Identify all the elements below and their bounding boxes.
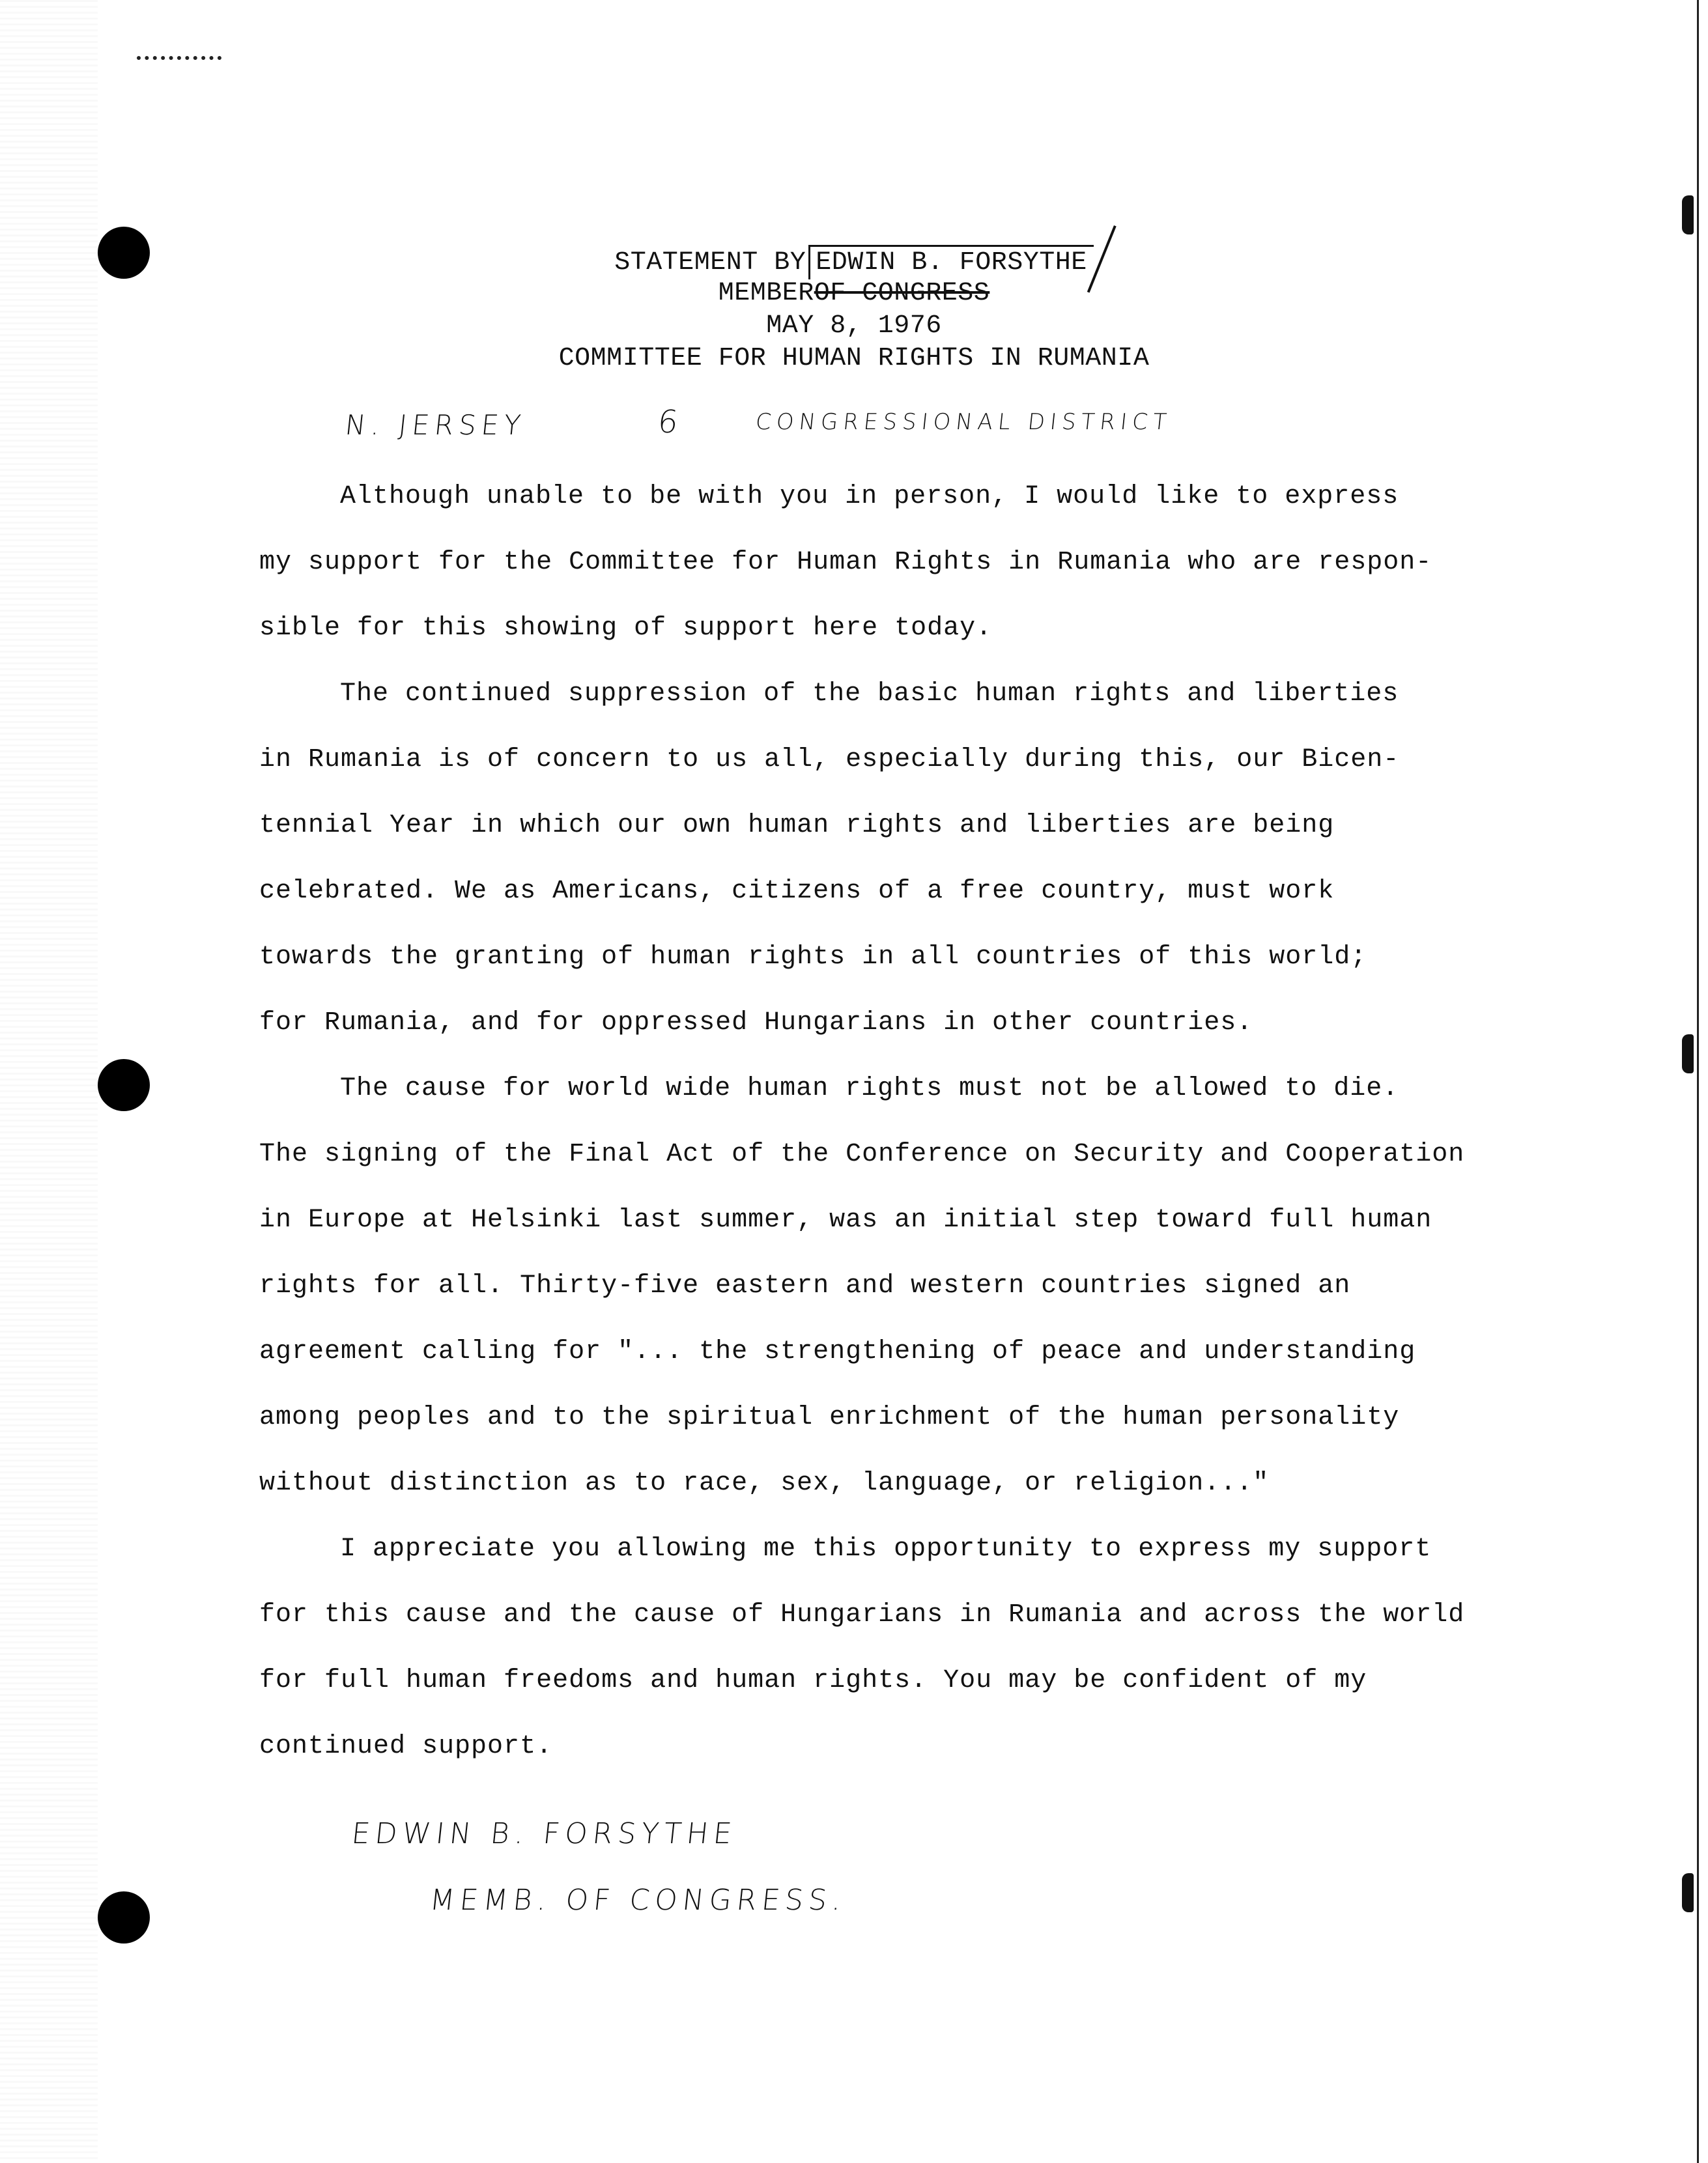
date-text: MAY 8, 1976 [766, 311, 942, 341]
paragraph-3-line: rights for all. Thirty-five eastern and western countries signed an [259, 1271, 1351, 1301]
paragraph-2-line: celebrated. We as Americans, citizens of a free country, must work [259, 877, 1335, 906]
handwritten-district-number: 6 [656, 404, 685, 440]
paragraph-4-line: continued support. [259, 1732, 553, 1761]
paragraph-3-line: The cause for world wide human rights must not be allowed to die. [340, 1074, 1399, 1103]
paragraph-3-line: among peoples and to the spiritual enrichment of the human personality [259, 1403, 1400, 1432]
statement-heading [0, 245, 1708, 279]
member-line [0, 277, 1708, 310]
committee-line [0, 343, 1708, 375]
statement-date [0, 310, 1708, 343]
paragraph-1 [259, 464, 1484, 661]
paragraph-3 [259, 1056, 1484, 1516]
paragraph-2-line: for Rumania, and for oppressed Hungarians in other countries. [259, 1008, 1253, 1038]
scan-speck [137, 56, 221, 64]
paragraph-4 [259, 1516, 1484, 1779]
paragraph-2-line: tennial Year in which our own human rights and liberties are being [259, 811, 1335, 840]
paragraph-4-line: for this cause and the cause of Hungarians in Rumania and across the world [259, 1600, 1465, 1630]
paragraph-1-line: Although unable to be with you in person, I would like to express [340, 482, 1399, 511]
paragraph-3-line: The signing of the Final Act of the Conference on Security and Cooperation [259, 1140, 1465, 1169]
paragraph-1-line: sible for this showing of support here today. [259, 614, 993, 643]
binder-clip-mark-middle [1682, 1034, 1694, 1073]
member-word: MEMBER [718, 279, 814, 308]
paragraph-3-line: agreement calling for "... the strengthening of peace and understanding [259, 1337, 1416, 1366]
paragraph-4-line: for full human freedoms and human rights. You may be confident of my [259, 1666, 1367, 1695]
binder-clip-mark-top [1682, 195, 1694, 234]
paragraph-2-line: The continued suppression of the basic human rights and liberties [340, 679, 1399, 709]
paragraph-3-line: in Europe at Helsinki last summer, was an initial step toward full human [259, 1206, 1432, 1235]
member-of-congress [719, 277, 990, 310]
statement-body [259, 464, 1484, 1779]
handwritten-state: N. JERSEY [343, 409, 528, 441]
paragraph-2 [259, 661, 1484, 1056]
handwritten-signature-title: MEMB. OF CONGRESS. [428, 1884, 848, 1917]
committee-text: COMMITTEE FOR HUMAN RIGHTS IN RUMANIA [558, 344, 1150, 373]
paragraph-2-line: in Rumania is of concern to us all, especially during this, our Bicen- [259, 745, 1400, 774]
punch-hole-middle [98, 1059, 150, 1111]
paragraph-1-line: my support for the Committee for Human Rights in Rumania who are respon- [259, 548, 1432, 577]
handwritten-district-label: CONGRESSIONAL DISTRICT [754, 409, 1173, 435]
paragraph-4-line: I appreciate you allowing me this opportunity to express my support [340, 1534, 1432, 1564]
paragraph-3-line: without distinction as to race, sex, language, or religion..." [259, 1469, 1270, 1498]
paragraph-2-line: towards the granting of human rights in all countries of this world; [259, 942, 1367, 972]
binder-clip-mark-bottom [1682, 1873, 1694, 1912]
statement-author-name: EDWIN B. FORSYTHE [808, 245, 1094, 279]
statement-by-label: STATEMENT BY [614, 248, 806, 277]
struck-of-congress: OF CONGRESS [814, 279, 990, 308]
punch-hole-bottom [98, 1891, 150, 1944]
handwritten-signature-name: EDWIN B. FORSYTHE [350, 1817, 739, 1850]
